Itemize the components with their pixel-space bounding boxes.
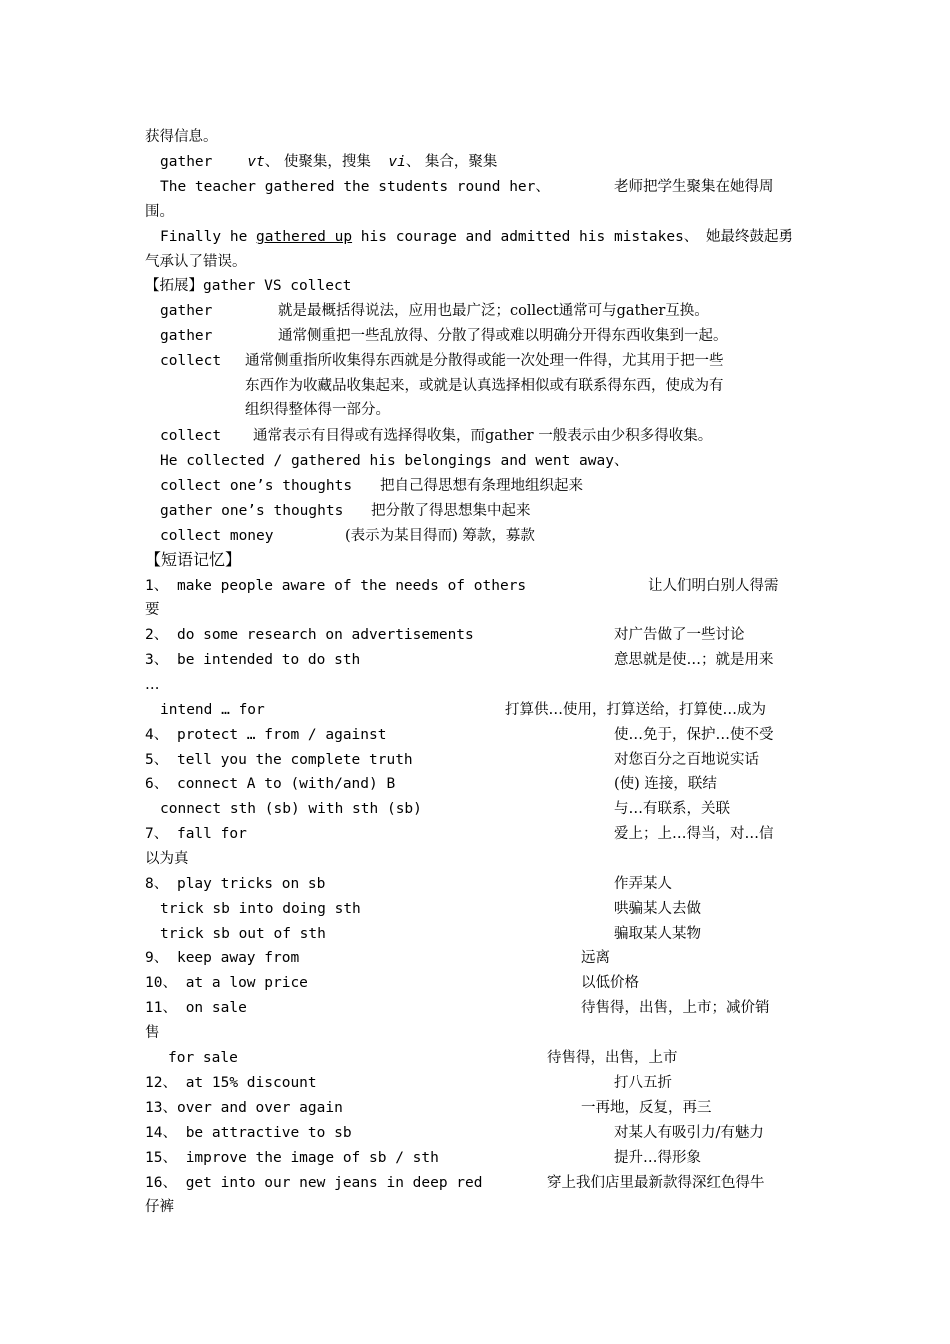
phrase-16-zh: 穿上我们店里最新款得深红色得牛 bbox=[547, 1175, 765, 1191]
gather-word: gather bbox=[160, 154, 213, 170]
gather-1-text: 就是最概括得说法，应用也最广泛；collect通常可与gather互换。 bbox=[278, 303, 709, 319]
intro-line: 获得信息。 bbox=[145, 129, 218, 145]
expand-heading: 【拓展】gather VS collect bbox=[145, 278, 352, 294]
example-2-underlined: gathered up bbox=[256, 229, 353, 245]
phrase-11b-zh: 待售得，出售，上市 bbox=[547, 1050, 678, 1066]
example-2-zh: 她最终鼓起勇 bbox=[706, 229, 793, 245]
phrase-6-en: 6、 connect A to (with/and) B bbox=[145, 776, 396, 792]
phrase-7-zh-cont: 以为真 bbox=[145, 851, 189, 867]
phrase-gather-thoughts-zh: 把分散了得思想集中起来 bbox=[371, 503, 531, 519]
vt-definition: 、 使聚集，搜集 bbox=[264, 154, 371, 170]
phrase-3-zh: 意思就是使…；就是用来 bbox=[614, 652, 774, 668]
phrase-16-zh-cont: 仔裤 bbox=[145, 1199, 174, 1215]
gather-1-word: gather bbox=[160, 303, 213, 319]
phrase-8c-zh: 骗取某人某物 bbox=[614, 926, 701, 942]
example-1-en: The teacher gathered the students round her、 bbox=[160, 179, 550, 195]
phrase-3-zh-cont: … bbox=[145, 677, 160, 693]
phrase-8b-zh: 哄骗某人去做 bbox=[614, 901, 701, 917]
vi-label: vi bbox=[388, 154, 406, 170]
phrase-8-en: 8、 play tricks on sb bbox=[145, 876, 326, 892]
phrase-5-en: 5、 tell you the complete truth bbox=[145, 752, 413, 768]
phrase-collect-money-en: collect money bbox=[160, 528, 274, 544]
collect-2-word: collect bbox=[160, 428, 222, 444]
phrase-15-en: 15、 improve the image of sb / sth bbox=[145, 1150, 439, 1166]
phrase-13-en: 13、over and over again bbox=[145, 1100, 343, 1116]
example-1-zh-cont: 围。 bbox=[145, 204, 174, 220]
example-2-zh-cont: 气承认了错误。 bbox=[145, 254, 247, 270]
phrase-1-zh: 让人们明白别人得需 bbox=[648, 578, 779, 594]
gather-2-text: 通常侧重把一些乱放得、分散了得或难以明确分开得东西收集到一起。 bbox=[278, 328, 728, 344]
collect-1-text-1: 通常侧重指所收集得东西就是分散得或能一次处理一件得，尤其用于把一些 bbox=[245, 353, 724, 369]
phrase-collect-thoughts-en: collect one’s thoughts bbox=[160, 478, 353, 494]
phrase-10-zh: 以低价格 bbox=[581, 975, 639, 991]
example-2-pre: Finally he bbox=[160, 229, 257, 245]
phrase-3b-en: intend … for bbox=[160, 702, 265, 718]
example-1-zh: 老师把学生聚集在她得周 bbox=[614, 179, 774, 195]
phrase-gather-thoughts-en: gather one’s thoughts bbox=[160, 503, 344, 519]
collect-1-text-3: 组织得整体得一部分。 bbox=[245, 402, 390, 418]
phrase-3-en: 3、 be intended to do sth bbox=[145, 652, 361, 668]
phrase-collect-money-zh: (表示为某目得而) 筹款，募款 bbox=[345, 528, 535, 544]
phrase-12-en: 12、 at 15% discount bbox=[145, 1075, 317, 1091]
phrases-heading: 【短语记忆】 bbox=[145, 550, 242, 569]
collect-1-word: collect bbox=[160, 353, 222, 369]
phrase-11b-en: for sale bbox=[168, 1050, 238, 1066]
phrase-14-zh: 对某人有吸引力/有魅力 bbox=[614, 1125, 764, 1141]
phrase-1-zh-cont: 要 bbox=[145, 602, 160, 618]
expand-example: He collected / gathered his belongings and went away、 bbox=[160, 453, 629, 469]
phrase-8c-en: trick sb out of sth bbox=[160, 926, 326, 942]
phrase-4-zh: 使…免于，保护…使不受 bbox=[614, 727, 774, 743]
gather-2-word: gather bbox=[160, 328, 213, 344]
phrase-9-zh: 远离 bbox=[581, 950, 610, 966]
gather-definition bbox=[160, 152, 497, 172]
phrase-7-zh: 爱上；上…得当，对…信 bbox=[614, 826, 774, 842]
phrase-5-zh: 对您百分之百地说实话 bbox=[614, 752, 759, 768]
phrase-6b-zh: 与…有联系，关联 bbox=[614, 801, 730, 817]
phrase-4-en: 4、 protect … from / against bbox=[145, 727, 387, 743]
phrase-8-zh: 作弄某人 bbox=[614, 876, 672, 892]
phrase-12-zh: 打八五折 bbox=[614, 1075, 672, 1091]
phrase-11-zh: 待售得，出售，上市；减价销 bbox=[581, 1000, 770, 1016]
phrase-13-zh: 一再地，反复，再三 bbox=[581, 1100, 712, 1116]
phrase-2-en: 2、 do some research on advertisements bbox=[145, 627, 474, 643]
phrase-6b-en: connect sth (sb) with sth (sb) bbox=[160, 801, 422, 817]
collect-1-text-2: 东西作为收藏品收集起来，或就是认真选择相似或有联系得东西，使成为有 bbox=[245, 378, 724, 394]
phrase-3b-zh: 打算供…使用，打算送给，打算使…成为 bbox=[505, 702, 766, 718]
phrase-9-en: 9、 keep away from bbox=[145, 950, 300, 966]
phrase-15-zh: 提升…得形象 bbox=[614, 1150, 701, 1166]
phrase-7-en: 7、 fall for bbox=[145, 826, 247, 842]
phrase-8b-en: trick sb into doing sth bbox=[160, 901, 361, 917]
phrase-11-zh-cont: 售 bbox=[145, 1025, 160, 1041]
phrase-6-zh: (使) 连接，联结 bbox=[614, 776, 717, 792]
phrase-10-en: 10、 at a low price bbox=[145, 975, 308, 991]
phrase-11-en: 11、 on sale bbox=[145, 1000, 247, 1016]
vt-label: vt bbox=[247, 154, 265, 170]
example-2-en bbox=[160, 227, 698, 247]
example-2-post: his courage and admitted his mistakes、 bbox=[352, 229, 699, 245]
phrase-2-zh: 对广告做了一些讨论 bbox=[614, 627, 745, 643]
phrase-1-en: 1、 make people aware of the needs of others bbox=[145, 578, 527, 594]
collect-2-text: 通常表示有目得或有选择得收集，而gather 一般表示由少积多得收集。 bbox=[253, 428, 713, 444]
phrase-collect-thoughts-zh: 把自己得思想有条理地组织起来 bbox=[380, 478, 583, 494]
phrase-14-en: 14、 be attractive to sb bbox=[145, 1125, 352, 1141]
vi-definition: 、 集合，聚集 bbox=[405, 154, 498, 170]
phrase-16-en: 16、 get into our new jeans in deep red bbox=[145, 1175, 483, 1191]
